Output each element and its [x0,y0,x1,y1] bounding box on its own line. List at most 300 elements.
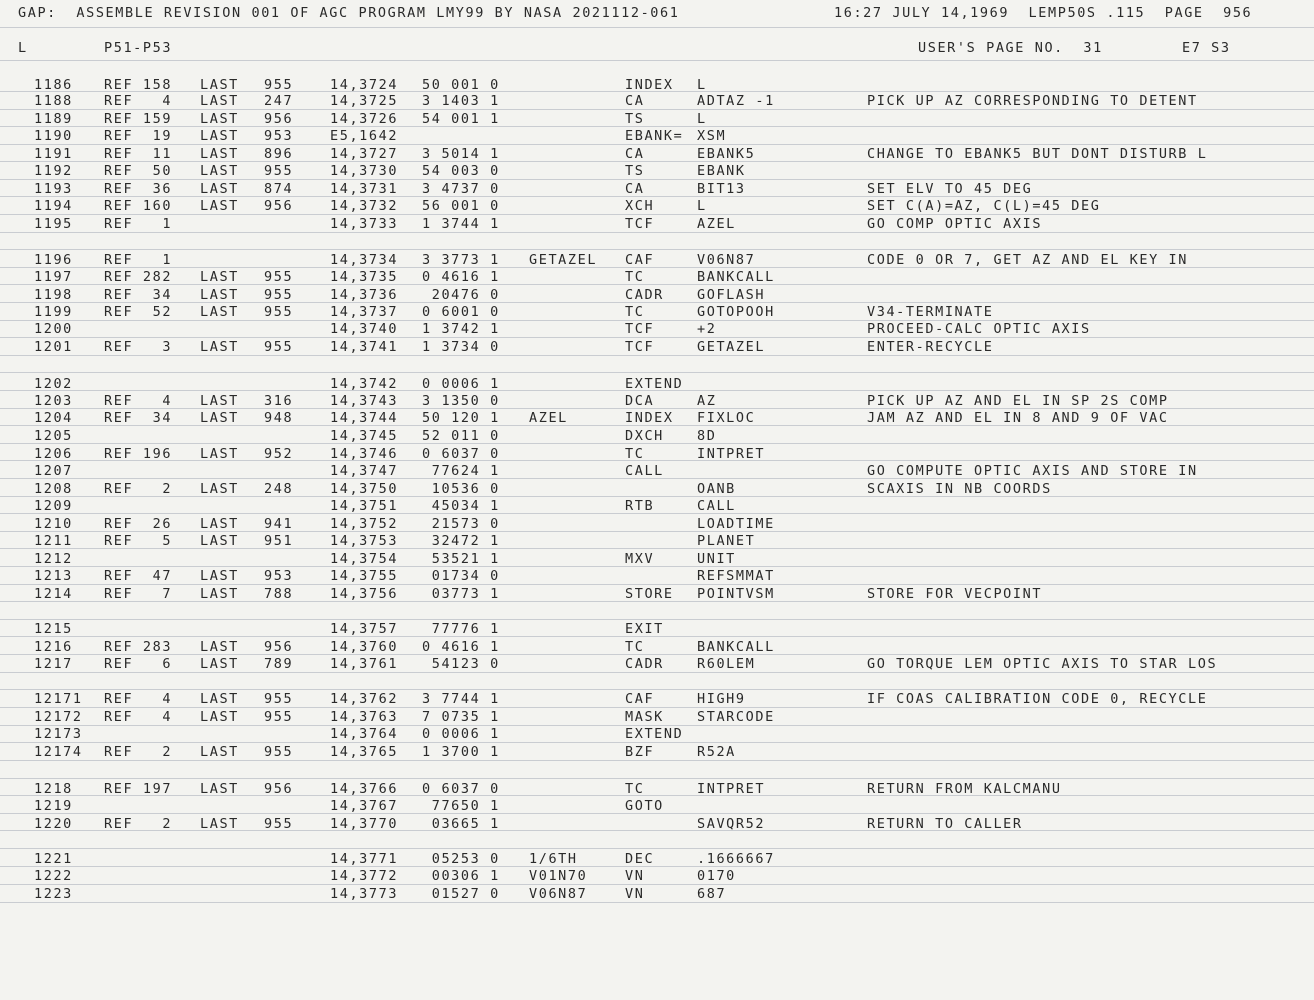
ref-count: REF 3 [104,339,173,355]
line-number: 1203 [34,393,73,409]
last-label: LAST [200,816,239,832]
address: 14,3733 [330,216,399,232]
octal-code: 45034 1 [422,498,500,514]
opcode: VN [625,886,645,902]
ref-count: REF 4 [104,393,173,409]
ref-count: REF 5 [104,533,173,549]
operand: GOFLASH [697,287,766,303]
opcode: GOTO [625,798,664,814]
comment: SET C(A)=AZ, C(L)=45 DEG [867,198,1101,214]
line-number: 12172 [34,709,83,725]
last-page: 953 [264,128,294,144]
last-page: 955 [264,744,294,760]
operand: BANKCALL [697,639,775,655]
last-label: LAST [200,568,239,584]
opcode: CALL [625,463,664,479]
last-page: 955 [264,304,294,320]
paper-rule [0,355,1314,356]
address: 14,3772 [330,868,399,884]
address: 14,3761 [330,656,399,672]
octal-code: 03665 1 [422,816,500,832]
opcode: CA [625,146,645,162]
comment: STORE FOR VECPOINT [867,586,1043,602]
paper-rule [0,654,1314,655]
symbol-label: 1/6TH [529,851,578,867]
octal-code: 52 011 0 [422,428,500,444]
paper-rule [0,320,1314,321]
octal-code: 54123 0 [422,656,500,672]
operand: AZ [697,393,717,409]
line-number: 1208 [34,481,73,497]
opcode: RTB [625,498,655,514]
line-number: 1205 [34,428,73,444]
ref-count: REF 34 [104,410,173,426]
address: 14,3763 [330,709,399,725]
opcode: TC [625,446,645,462]
last-page: 247 [264,93,294,109]
octal-code: 01527 0 [422,886,500,902]
comment: GO COMPUTE OPTIC AXIS AND STORE IN [867,463,1198,479]
opcode: TC [625,304,645,320]
paper-rule [0,196,1314,197]
address: E5,1642 [330,128,399,144]
operand: +2 [697,321,717,337]
last-page: 955 [264,269,294,285]
line-number: 12171 [34,691,83,707]
ref-count: REF 7 [104,586,173,602]
opcode: MASK [625,709,664,725]
last-page: 955 [264,816,294,832]
last-page: 956 [264,198,294,214]
paper-rule [0,109,1314,110]
line-number: 1189 [34,111,73,127]
line-number: 12174 [34,744,83,760]
octal-code: 20476 0 [422,287,500,303]
line-number: 1191 [34,146,73,162]
last-page: 955 [264,691,294,707]
operand: INTPRET [697,781,766,797]
last-page: 874 [264,181,294,197]
last-label: LAST [200,111,239,127]
paper-rule [0,232,1314,233]
operand: 0170 [697,868,736,884]
last-page: 956 [264,639,294,655]
ref-count: REF 2 [104,816,173,832]
paper-rule [0,672,1314,673]
paper-rule [0,144,1314,145]
operand: ADTAZ -1 [697,93,775,109]
last-label: LAST [200,586,239,602]
line-number: 1213 [34,568,73,584]
last-label: LAST [200,410,239,426]
paper-rule [0,848,1314,849]
line-number: 1207 [34,463,73,479]
last-label: LAST [200,77,239,93]
operand: GOTOPOOH [697,304,775,320]
paper-rule [0,884,1314,885]
ref-count: REF 1 [104,216,173,232]
opcode: TS [625,111,645,127]
symbol-label: AZEL [529,410,568,426]
operand: SAVQR52 [697,816,766,832]
address: 14,3765 [330,744,399,760]
octal-code: 3 7744 1 [422,691,500,707]
comment: GO TORQUE LEM OPTIC AXIS TO STAR LOS [867,656,1218,672]
opcode: TC [625,639,645,655]
octal-code: 03773 1 [422,586,500,602]
line-number: 1197 [34,269,73,285]
comment: ENTER-RECYCLE [867,339,994,355]
line-number: 1222 [34,868,73,884]
paper-rule [0,513,1314,514]
comment: RETURN TO CALLER [867,816,1023,832]
octal-code: 0 0006 1 [422,376,500,392]
paper-rule [0,337,1314,338]
ref-count: REF 26 [104,516,173,532]
last-label: LAST [200,481,239,497]
line-number: 1198 [34,287,73,303]
opcode: EXIT [625,621,664,637]
ref-count: REF 52 [104,304,173,320]
comment: SCAXIS IN NB COORDS [867,481,1052,497]
comment: PICK UP AZ CORRESPONDING TO DETENT [867,93,1198,109]
opcode: INDEX [625,77,674,93]
address: 14,3762 [330,691,399,707]
ref-count: REF 282 [104,269,173,285]
operand: PLANET [697,533,756,549]
paper-rule [0,902,1314,903]
comment: CHANGE TO EBANK5 BUT DONT DISTURB L [867,146,1208,162]
octal-code: 54 001 1 [422,111,500,127]
last-page: 955 [264,709,294,725]
paper-rule [0,742,1314,743]
last-label: LAST [200,446,239,462]
paper-rule [0,496,1314,497]
octal-code: 0 4616 1 [422,639,500,655]
opcode: CA [625,93,645,109]
paper-rule [0,372,1314,373]
octal-code: 54 003 0 [422,163,500,179]
address: 14,3751 [330,498,399,514]
opcode: XCH [625,198,655,214]
comment: V34-TERMINATE [867,304,994,320]
symbol-label: V01N70 [529,868,588,884]
octal-code: 0 6037 0 [422,446,500,462]
operand: 8D [697,428,717,444]
opcode: TCF [625,339,655,355]
address: 14,3741 [330,339,399,355]
octal-code: 05253 0 [422,851,500,867]
octal-code: 53521 1 [422,551,500,567]
listing-header-right: 16:27 JULY 14,1969 LEMP50S .115 PAGE 956 [834,5,1253,21]
operand: L [697,111,707,127]
opcode: DXCH [625,428,664,444]
operand: FIXLOC [697,410,756,426]
opcode: TCF [625,216,655,232]
octal-code: 3 4737 0 [422,181,500,197]
ref-count: REF 11 [104,146,173,162]
last-label: LAST [200,339,239,355]
address: 14,3750 [330,481,399,497]
line-number: 1216 [34,639,73,655]
octal-code: 7 0735 1 [422,709,500,725]
line-number: 1202 [34,376,73,392]
line-number: 1218 [34,781,73,797]
last-page: 948 [264,410,294,426]
comment: GO COMP OPTIC AXIS [867,216,1043,232]
last-page: 788 [264,586,294,602]
line-number: 1223 [34,886,73,902]
last-page: 952 [264,446,294,462]
ref-count: REF 159 [104,111,173,127]
operand: REFSMMAT [697,568,775,584]
address: 14,3744 [330,410,399,426]
paper-rule [0,179,1314,180]
last-label: LAST [200,781,239,797]
operand: GETAZEL [697,339,766,355]
last-label: LAST [200,516,239,532]
octal-code: 32472 1 [422,533,500,549]
ref-count: REF 19 [104,128,173,144]
operand: LOADTIME [697,516,775,532]
comment: IF COAS CALIBRATION CODE 0, RECYCLE [867,691,1208,707]
octal-code: 77624 1 [422,463,500,479]
opcode: INDEX [625,410,674,426]
address: 14,3743 [330,393,399,409]
octal-code: 3 5014 1 [422,146,500,162]
address: 14,3757 [330,621,399,637]
octal-code: 3 3773 1 [422,252,500,268]
line-number: 1221 [34,851,73,867]
last-label: LAST [200,287,239,303]
opcode: TS [625,163,645,179]
line-number: 1196 [34,252,73,268]
octal-code: 00306 1 [422,868,500,884]
address: 14,3773 [330,886,399,902]
paper-rule [0,830,1314,831]
operand: V06N87 [697,252,756,268]
line-number: 1192 [34,163,73,179]
address: 14,3753 [330,533,399,549]
paper-rule [0,707,1314,708]
octal-code: 3 1350 0 [422,393,500,409]
octal-code: 1 3742 1 [422,321,500,337]
line-number: 1220 [34,816,73,832]
address: 14,3727 [330,146,399,162]
paper-rule [0,760,1314,761]
ref-count: REF 196 [104,446,173,462]
operand: L [697,77,707,93]
comment: RETURN FROM KALCMANU [867,781,1062,797]
address: 14,3771 [330,851,399,867]
address: 14,3754 [330,551,399,567]
operand: BANKCALL [697,269,775,285]
octal-code: 50 001 0 [422,77,500,93]
paper-rule [0,548,1314,549]
line-number: 1194 [34,198,73,214]
operand: R52A [697,744,736,760]
operand: INTPRET [697,446,766,462]
ref-count: REF 2 [104,744,173,760]
octal-code: 0 4616 1 [422,269,500,285]
opcode: MXV [625,551,655,567]
operand: POINTVSM [697,586,775,602]
address: 14,3740 [330,321,399,337]
symbol-label: V06N87 [529,886,588,902]
ref-count: REF 1 [104,252,173,268]
paper-rule [0,27,1314,28]
operand: CALL [697,498,736,514]
last-label: LAST [200,181,239,197]
opcode: CAF [625,252,655,268]
ref-count: REF 4 [104,691,173,707]
comment: PROCEED-CALC OPTIC AXIS [867,321,1091,337]
operand: UNIT [697,551,736,567]
subheader-l: L [18,40,28,56]
line-number: 1204 [34,410,73,426]
last-page: 316 [264,393,294,409]
last-label: LAST [200,533,239,549]
last-label: LAST [200,269,239,285]
octal-code: 50 120 1 [422,410,500,426]
comment: SET ELV TO 45 DEG [867,181,1033,197]
ref-count: REF 283 [104,639,173,655]
subheader-user-page: USER'S PAGE NO. 31 [918,40,1103,56]
address: 14,3745 [330,428,399,444]
last-page: 951 [264,533,294,549]
operand: XSM [697,128,727,144]
address: 14,3742 [330,376,399,392]
line-number: 1209 [34,498,73,514]
listing-header-left: GAP: ASSEMBLE REVISION 001 OF AGC PROGRAM LMY99 BY NASA 2021112-061 [18,5,680,21]
subheader-code: E7 S3 [1182,40,1231,56]
last-page: 248 [264,481,294,497]
last-label: LAST [200,198,239,214]
opcode: DCA [625,393,655,409]
paper-rule [0,460,1314,461]
address: 14,3746 [330,446,399,462]
opcode: EBANK= [625,128,684,144]
line-number: 1206 [34,446,73,462]
address: 14,3767 [330,798,399,814]
paper-rule [0,584,1314,585]
octal-code: 77776 1 [422,621,500,637]
last-label: LAST [200,709,239,725]
last-page: 955 [264,163,294,179]
line-number: 1201 [34,339,73,355]
address: 14,3737 [330,304,399,320]
line-number: 1215 [34,621,73,637]
opcode: EXTEND [625,376,684,392]
paper-rule [0,60,1314,61]
paper-rule [0,619,1314,620]
address: 14,3731 [330,181,399,197]
last-page: 896 [264,146,294,162]
last-page: 955 [264,339,294,355]
line-number: 1195 [34,216,73,232]
octal-code: 56 001 0 [422,198,500,214]
line-number: 1200 [34,321,73,337]
opcode: VN [625,868,645,884]
address: 14,3726 [330,111,399,127]
last-page: 953 [264,568,294,584]
ref-count: REF 36 [104,181,173,197]
octal-code: 01734 0 [422,568,500,584]
address: 14,3770 [330,816,399,832]
operand: L [697,198,707,214]
operand: BIT13 [697,181,746,197]
address: 14,3734 [330,252,399,268]
operand: STARCODE [697,709,775,725]
last-label: LAST [200,93,239,109]
ref-count: REF 47 [104,568,173,584]
address: 14,3732 [330,198,399,214]
last-label: LAST [200,744,239,760]
line-number: 1190 [34,128,73,144]
opcode: STORE [625,586,674,602]
paper-rule [0,866,1314,867]
opcode: TC [625,269,645,285]
line-number: 1186 [34,77,73,93]
octal-code: 1 3734 0 [422,339,500,355]
last-label: LAST [200,163,239,179]
octal-code: 0 6037 0 [422,781,500,797]
octal-code: 1 3700 1 [422,744,500,760]
ref-count: REF 50 [104,163,173,179]
line-number: 1212 [34,551,73,567]
octal-code: 77650 1 [422,798,500,814]
opcode: BZF [625,744,655,760]
operand: EBANK5 [697,146,756,162]
line-number: 1214 [34,586,73,602]
octal-code: 10536 0 [422,481,500,497]
opcode: EXTEND [625,726,684,742]
address: 14,3752 [330,516,399,532]
opcode: TCF [625,321,655,337]
last-label: LAST [200,304,239,320]
last-label: LAST [200,393,239,409]
operand: 687 [697,886,727,902]
opcode: CADR [625,656,664,672]
address: 14,3736 [330,287,399,303]
paper-rule [0,795,1314,796]
paper-rule [0,249,1314,250]
last-label: LAST [200,639,239,655]
ref-count: REF 2 [104,481,173,497]
address: 14,3755 [330,568,399,584]
line-number: 1210 [34,516,73,532]
line-number: 1217 [34,656,73,672]
ref-count: REF 4 [104,93,173,109]
last-page: 789 [264,656,294,672]
opcode: DEC [625,851,655,867]
comment: JAM AZ AND EL IN 8 AND 9 OF VAC [867,410,1169,426]
paper-rule [0,126,1314,127]
address: 14,3735 [330,269,399,285]
comment: CODE 0 OR 7, GET AZ AND EL KEY IN [867,252,1189,268]
paper-rule [0,689,1314,690]
operand: R60LEM [697,656,756,672]
address: 14,3747 [330,463,399,479]
ref-count: REF 160 [104,198,173,214]
last-label: LAST [200,691,239,707]
paper-rule [0,531,1314,532]
octal-code: 3 1403 1 [422,93,500,109]
address: 14,3724 [330,77,399,93]
address: 14,3730 [330,163,399,179]
symbol-label: GETAZEL [529,252,598,268]
last-page: 956 [264,111,294,127]
